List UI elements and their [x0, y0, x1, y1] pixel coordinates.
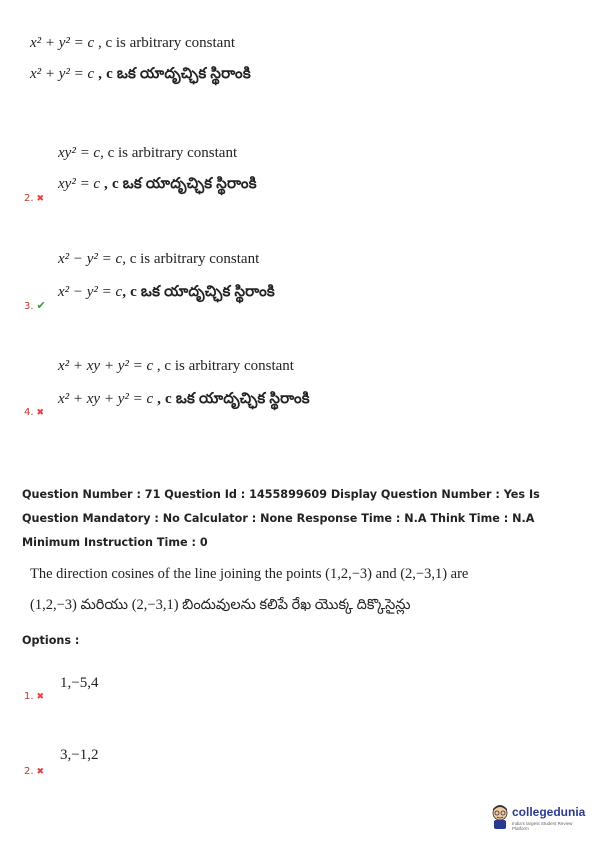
prev-option-1-english: [30, 35, 235, 52]
collegedunia-logo: [490, 802, 590, 834]
equation: x² − y² = c: [58, 251, 123, 267]
logo-name: collegedunia: [512, 805, 586, 819]
question-text-telugu: (1,2,−3) మరియు (2,−3,1) బిందువులను కలిపే రేఖ యొక్క దిక్కొసైన్లు: [30, 597, 411, 613]
option-1-label: [24, 691, 44, 702]
equation: xy² = c: [58, 176, 101, 192]
option-text-telugu: , c ఒక యాదృచ్ఛిక స్థిరాంకి: [100, 176, 257, 192]
mascot-icon: [490, 804, 510, 830]
option-text-telugu: , c ఒక యాదృచ్ఛిక స్థిరాంకి: [153, 391, 310, 407]
option-number: 3.: [24, 301, 34, 312]
question-metadata: Question Number : 71 Question Id : 1455899609 Display Question Number : Yes Is Question Mandatory : No Calculator : None Response Time : N.A Think Time : N.A Minimum Instruction Time : 0: [22, 488, 540, 549]
prev-option-4-english: [58, 358, 294, 375]
option-1-value: 1,−5,4: [60, 675, 99, 691]
equation: x² − y² = c: [58, 284, 123, 300]
prev-option-3-label: [24, 299, 46, 312]
equation: xy² = c: [58, 145, 101, 161]
option-number: 2.: [24, 193, 34, 204]
prev-option-4-label: [24, 407, 44, 418]
prev-option-1-telugu: [30, 66, 251, 86]
option-number: 4.: [24, 407, 34, 418]
equation: x² + xy + y² = c: [58, 358, 154, 374]
options-label: Options :: [22, 634, 80, 647]
prev-option-3-telugu: [58, 284, 275, 304]
equation: x² + y² = c: [30, 66, 95, 82]
prev-option-4-telugu: [58, 391, 310, 411]
option-number: 2.: [24, 766, 34, 777]
prev-option-2-telugu: [58, 176, 257, 196]
question-text-english: The direction cosines of the line joining the points (1,2,−3) and (2,−3,1) are: [30, 566, 469, 582]
wrong-mark-icon: ✖: [36, 194, 45, 204]
option-text: , c is arbitrary constant: [153, 358, 294, 374]
option-2-value: 3,−1,2: [60, 747, 99, 763]
option-text: , c is arbitrary constant: [122, 251, 260, 267]
wrong-mark-icon: ✖: [36, 692, 45, 702]
option-text: , c is arbitrary constant: [100, 145, 238, 161]
logo-tagline: India's largest Student Review Platform: [512, 821, 573, 831]
option-2-label: [24, 766, 44, 777]
equation: x² + xy + y² = c: [58, 391, 154, 407]
wrong-mark-icon: ✖: [36, 767, 45, 777]
prev-option-3-english: [58, 251, 259, 268]
option-text: , c is arbitrary constant: [94, 35, 236, 51]
prev-option-2-english: [58, 145, 237, 162]
prev-option-2-label: [24, 193, 44, 204]
equation: x² + y² = c: [30, 35, 95, 51]
option-number: 1.: [24, 691, 34, 702]
option-text-telugu: , c ఒక యాదృచ్ఛిక స్థిరాంకి: [94, 66, 251, 82]
check-mark-icon: ✔: [36, 299, 46, 312]
wrong-mark-icon: ✖: [36, 408, 45, 418]
option-text-telugu: , c ఒక యాదృచ్ఛిక స్థిరాంకి: [122, 284, 275, 300]
